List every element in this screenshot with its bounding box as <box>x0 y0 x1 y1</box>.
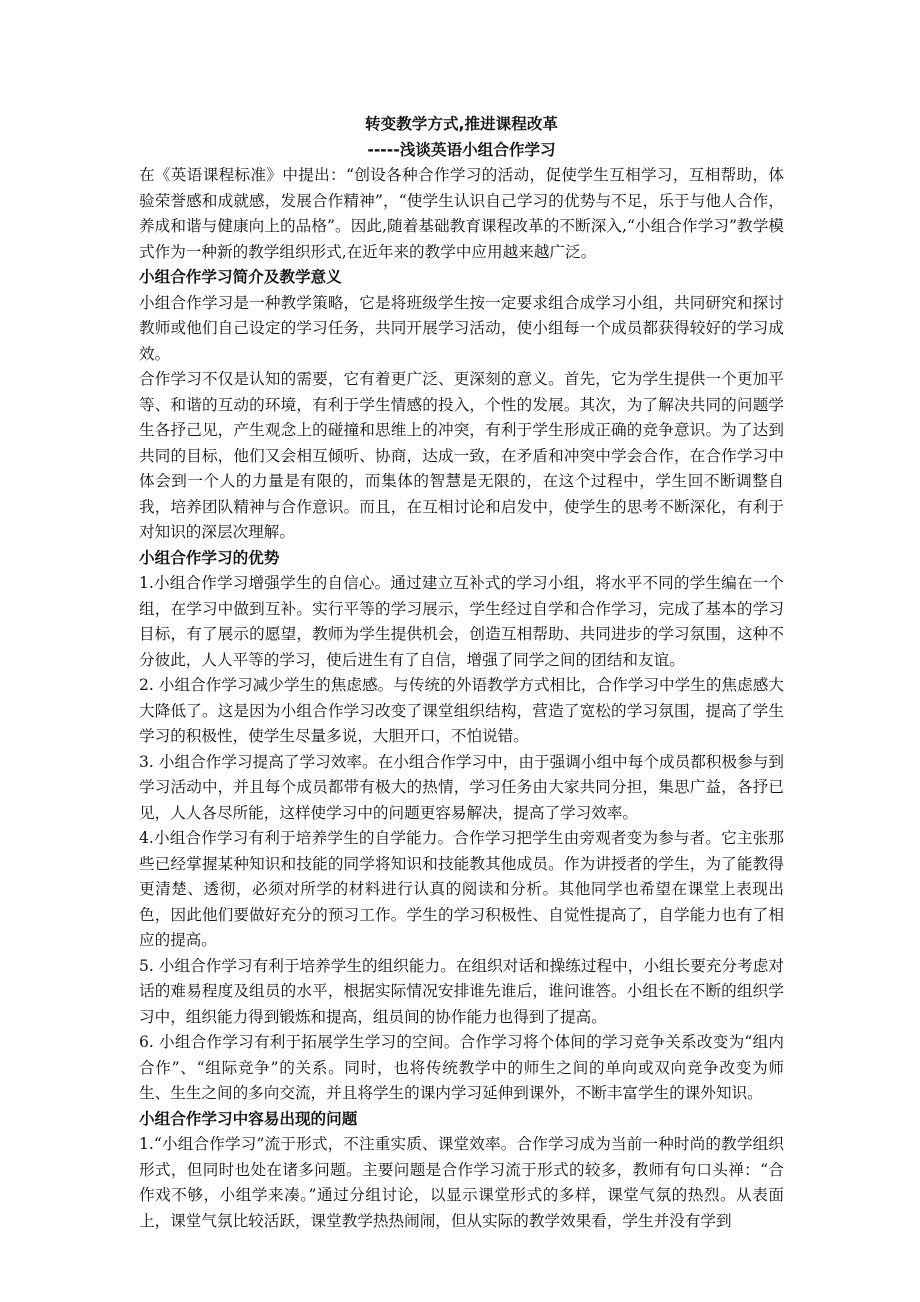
section-heading-advantages: 小组合作学习的优势 <box>139 548 280 567</box>
section1-paragraph-2: 合作学习不仅是认知的需要，它有着更广泛、更深刻的意义。首先，它为学生提供一个更加平等、和谐的互动的环境，有利于学生情感的投入，个性的发展。其次，为了解决共同的问题学生各抒己见，产生观念上的碰撞和思维上的冲突，有利于学生形成正确的竞争意识。为了达到共同的目标，他们又会相互倾听、协商，达成一致，在矛盾和冲突中学会合作，在合作学习中体会到一个人的力量是有限的，而集体的智慧是无限的，在这个过程中，学生回不断调整自我，培养团队精神与合作意识。而且，在互相讨论和启发中，使学生的思考不断深化，有利于对知识的深层次理解。 <box>139 370 784 541</box>
document-page <box>139 112 784 1234</box>
document-subtitle: -----浅谈英语小组合作学习 <box>367 140 556 159</box>
section-heading-problems: 小组合作学习中容易出现的问题 <box>139 1109 358 1128</box>
document-title: 转变教学方式,推进课程改革 <box>364 115 559 133</box>
advantage-item-4: 4.小组合作学习有利于培养学生的自学能力。合作学习把学生由旁观者变为参与者。它主张那些已经掌握某种知识和技能的同学将知识和技能教其他成员。作为讲授者的学生，为了能教得更清楚、透彻，必须对所学的材料进行认真的阅读和分析。其他同学也希望在课堂上表现出色，因此他们要做好充分的预习工作。学生的学习积极性、自觉性提高了，自学能力也有了相应的提高。 <box>139 829 784 949</box>
problem-item-1: 1.“小组合作学习”流于形式，不注重实质、课堂效率。合作学习成为当前一种时尚的教学组织形式，但同时也处在诸多问题。主要问题是合作学习流于形式的较多，教师有句口头禅：“合作戏不够，小组学来凑。”通过分组讨论，以显示课堂形式的多样，课堂气氛的热烈。从表面上，课堂气氛比较活跃，课堂教学热热闹闹，但从实际的教学效果看，学生并没有学到 <box>139 1135 784 1230</box>
advantage-item-3: 3. 小组合作学习提高了学习效率。在小组合作学习中，由于强调小组中每个成员都积极参与到学习活动中，并且每个成员都带有极大的热情，学习任务由大家共同分担，集思广益，各抒已见，人人各尽所能，这样使学习中的问题更容易解决，提高了学习效率。 <box>139 752 784 822</box>
advantage-item-5: 5. 小组合作学习有利于培养学生的组织能力。在组织对话和操练过程中，小组长要充分考虑对话的难易程度及组员的水平，根据实际情况安排谁先谁后，谁问谁答。小组长在不断的组织学习中，组织能力得到锻炼和提高，组员间的协作能力也得到了提高。 <box>139 956 784 1026</box>
advantage-item-1: 1.小组合作学习增强学生的自信心。通过建立互补式的学习小组，将水平不同的学生编在一个组，在学习中做到互补。实行平等的学习展示，学生经过自学和合作学习，完成了基本的学习目标，有了展示的愿望，教师为学生提供机会，创造互相帮助、共同进步的学习氛围，这种不分彼此，人人平等的学习，使后进生有了自信，增强了同学之间的团结和友谊。 <box>139 574 784 669</box>
section1-paragraph-1: 小组合作学习是一种教学策略，它是将班级学生按一定要求组合成学习小组，共同研究和探讨教师或他们自己设定的学习任务，共同开展学习活动，使小组每一个成员都获得较好的学习成效。 <box>139 293 784 363</box>
advantage-item-2: 2. 小组合作学习减少学生的焦虑感。与传统的外语教学方式相比，合作学习中学生的焦虑感大大降低了。这是因为小组合作学习改变了课堂组织结构，营造了宽松的学习氛围，提高了学生学习的积极性，使学生尽量多说，大胆开口，不怕说错。 <box>139 676 784 745</box>
intro-paragraph: 在《英语课程标准》中提出：“创设各种合作学习的活动，促使学生互相学习，互相帮助，体验荣誉感和成就感，发展合作精神”，“使学生认识自己学习的优势与不足，乐于与他人合作，养成和谐与健康向上的品格”。因此,随着基础教育课程改革的不断深入,“小组合作学习”教学模式作为一种新的教学组织形式,在近年来的教学中应用越来越广泛。 <box>139 166 784 261</box>
section-heading-intro: 小组合作学习简介及教学意义 <box>139 268 342 286</box>
advantage-item-6: 6. 小组合作学习有利于拓展学生学习的空间。合作学习将个体间的学习竞争关系改变为“组内合作”、“组际竞争”的关系。同时，也将传统教学中的师生之间的单向或双向竞争改变为师生、生生之间的多向交流，并且将学生的课内学习延伸到课外，不断丰富学生的课外知识。 <box>139 1033 784 1102</box>
